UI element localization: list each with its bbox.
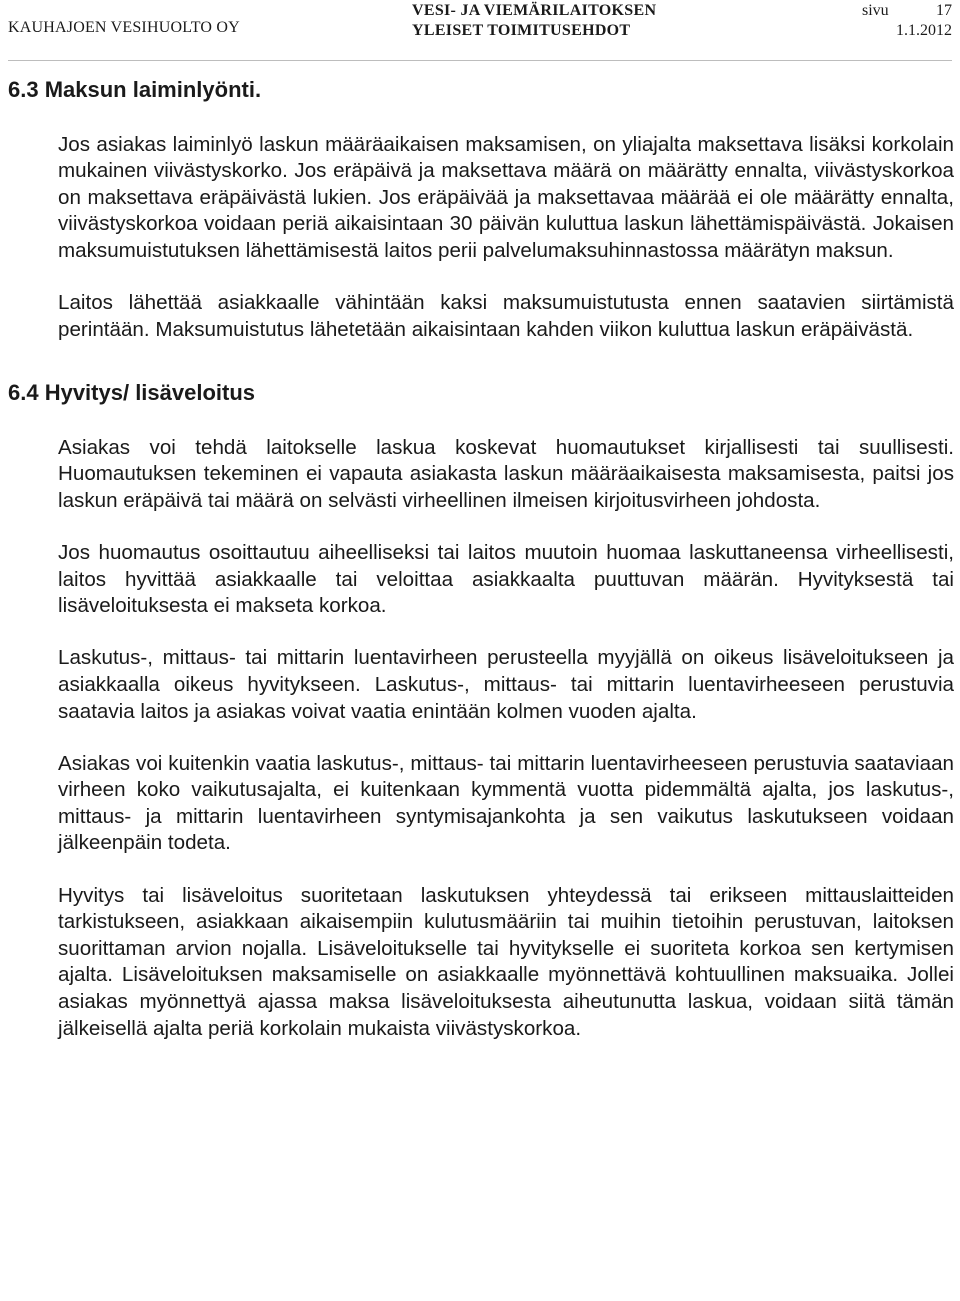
document-body: [8, 64, 954, 1042]
page-number: 17: [936, 2, 952, 19]
company-name: KAUHAJOEN VESIHUOLTO OY: [8, 19, 240, 36]
document-date: 1.1.2012: [896, 22, 952, 39]
paragraph: Jos huomautus osoittautuu aiheelliseksi tai laitos muutoin huomaa laskuttaneensa virheellisesti, laitos hyvittää asiakkaalle tai veloittaa asiakkaalta puuttuvan määrän. Hyvityksestä tai lisäveloituksesta ei makseta korkoa.: [58, 541, 954, 618]
page-header: [8, 0, 952, 61]
paragraph: Asiakas voi tehdä laitokselle laskua koskevat huomautukset kirjallisesti tai suullisesti. Huomautuksen tekeminen ei vapauta asiakasta laskun määräaikaisesta maksamisesta, paitsi jos laskun eräpäivä tai määrä on selvästi virheellinen ilmeisen kirjoitusvirheen johdosta.: [58, 435, 954, 513]
paragraph: Hyvitys tai lisäveloitus suoritetaan laskutuksen yhteydessä tai erikseen mittauslaitteiden tarkistukseen, asiakkaan aikaisempiin kulutusmääriin tai muihin tietoihin perustuvan, laitoksen suorittaman arvion nojalla. Lisäveloitukselle tai hyvitykselle ei suoriteta korkoa sen kertymisen ajalta. Lisäveloituksen maksamiselle on asiakkaalle myönnettävä kohtuullinen maksuaika. Jollei asiakas myönnettyä ajassa maksa lisäveloituksesta aiheutunutta laskua, voidaan siitä tämän jälkeisellä ajalta periä korkolain mukaista viivästyskorkoa.: [58, 883, 954, 1040]
section-heading: 6.3 Maksun laiminlyönti.: [8, 77, 262, 102]
paragraph: Laskutus-, mittaus- tai mittarin luentavirheen perusteella myyjällä on oikeus lisäveloitukseen ja asiakkaalla oikeus hyvitykseen. Laskutus-, mittaus- tai mittarin luentavirheeseen perustuvia saatavia laitos ja asiakas voivat vaatia enintään kolmen vuoden ajalta.: [58, 646, 954, 723]
paragraph: Laitos lähettää asiakkaalle vähintään kaksi maksumuistutusta ennen saatavien siirtämistä perintään. Maksumuistutus lähetetään aikaisintaan kahden viikon kuluttua laskun eräpäivästä.: [58, 291, 954, 341]
paragraph: Asiakas voi kuitenkin vaatia laskutus-, mittaus- tai mittarin luentavirheeseen perustuvia saataviaan virheen koko vaikutusajalta, ei kuitenkaan kymmentä vuotta pidemmältä ajalta, jos laskutus-, mittaus- ja mittarin luentavirheen syntymisajankohta ja sen vaikutus laskutukseen voidaan jälkeenpäin todeta.: [58, 751, 954, 855]
page-label: sivu: [862, 2, 889, 19]
page-info: [862, 1, 952, 41]
section-heading: 6.4 Hyvitys/ lisäveloitus: [8, 380, 256, 406]
document-title-line-2: YLEISET TOIMITUSEHDOT: [412, 22, 631, 39]
document-title: [412, 1, 656, 41]
document-title-line-1: VESI- JA VIEMÄRILAITOKSEN: [412, 2, 657, 19]
paragraph: Jos asiakas laiminlyö laskun määräaikaisen maksamisen, on yliajalta maksettava lisäksi korkolain mukainen viivästyskorko. Jos eräpäivä ja maksettava määrä on määrätty ennalta, viivästyskorkoa on maksettava eräpäivästä lukien. Jos eräpäivää ja maksettavaa määrää ei ole määrätty ennalta, viivästyskorkoa voidaan periä aikaisintaan 30 päivän kuluttua laskun lähettämispäivästä. Jokaisen maksumuistutuksen lähettämisestä laitos perii palvelumaksuhinnastossa määrätyn maksun.: [58, 132, 954, 262]
